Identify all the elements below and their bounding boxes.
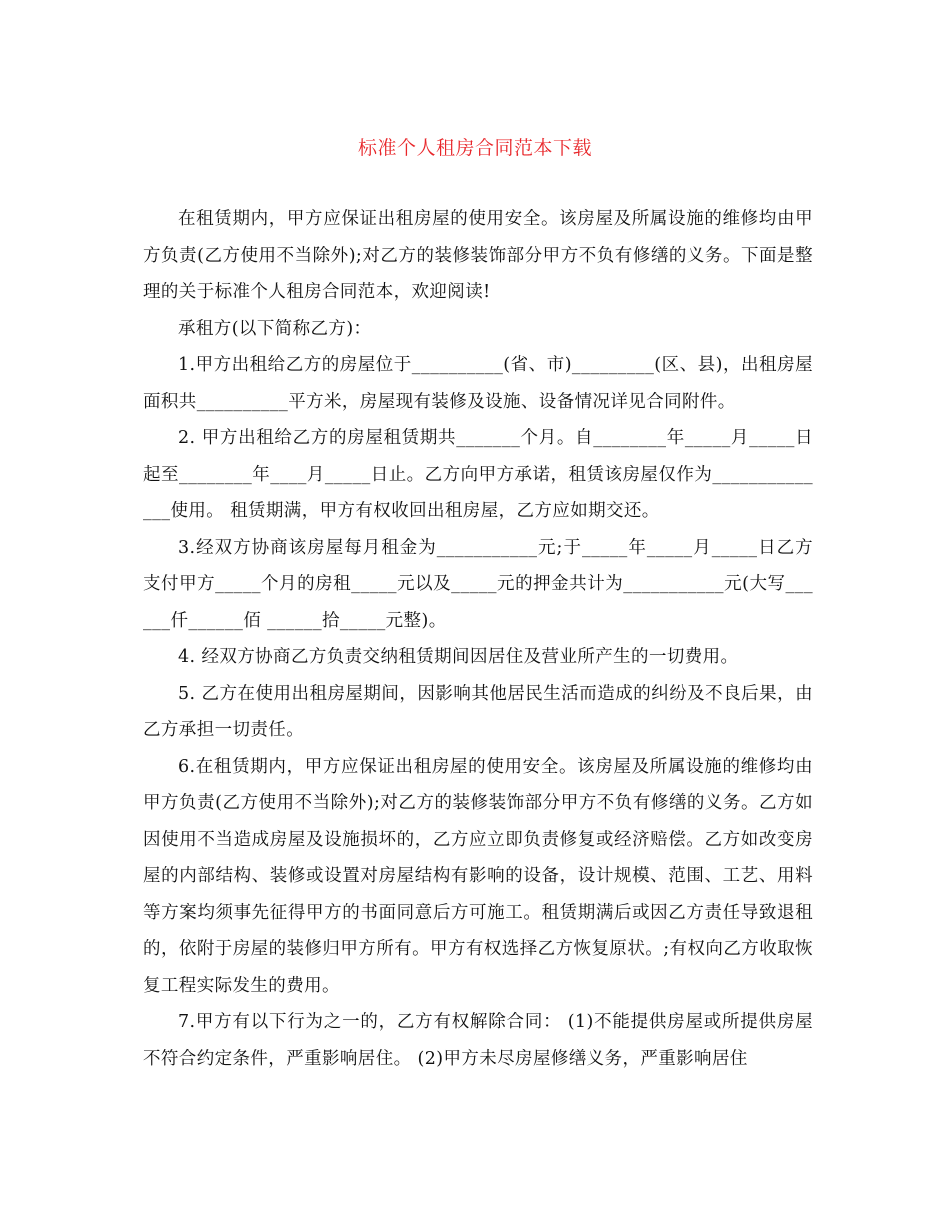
paragraph-clause-4: 4. 经双方协商乙方负责交纳租赁期间因居住及营业所产生的一切费用。 [178, 647, 739, 667]
paragraph-clause-1: 1.甲方出租给乙方的房屋位于__________(省、市)_________(区、县)，出租房屋面积共__________平方米，房屋现有装修及设施、设备情况详见合同附件。 [143, 355, 813, 412]
paragraph-lessee: 承租方(以下简称乙方)： [178, 318, 372, 339]
paragraph-intro: 在租赁期内，甲方应保证出租房屋的使用安全。该房屋及所属设施的维修均由甲方负责(乙方使用不当除外);对乙方的装修装饰部分甲方不负有修缮的义务。下面是整理的关于标准个人租房合同范本，欢迎阅读! [143, 209, 813, 302]
paragraph-clause-3: 3.经双方协商该房屋每月租金为___________元;于_____年_____月_____日乙方支付甲方_____个月的房租_____元以及_____元的押金共计为___________元(大写______仟______佰 ______拾_____元整)。 [143, 537, 813, 631]
document-title: 标准个人租房合同范本下载 [357, 137, 592, 159]
paragraph-clause-2: 2. 甲方出租给乙方的房屋租赁期共_______个月。自________年_____月_____日起至________年____月_____日止。乙方向甲方承诺，租赁该房屋仅作为______________使用。 租赁期满，甲方有权收回出租房屋，乙方应如期交还。 [143, 428, 813, 521]
paragraph-clause-6: 6.在租赁期内，甲方应保证出租房屋的使用安全。该房屋及所属设施的维修均由甲方负责(乙方使用不当除外);对乙方的装修装饰部分甲方不负有修缮的义务。乙方如因使用不当造成房屋及设施损坏的，乙方应立即负责修复或经济赔偿。乙方如改变房屋的内部结构、装修或设置对房屋结构有影响的设备，设计规模、范围、工艺、用料等方案均须事先征得甲方的书面同意后方可施工。租赁期满后或因乙方责任导致退租的，依附于房屋的装修归甲方所有。甲方有权选择乙方恢复原状。;有权向乙方收取恢复工程实际发生的费用。 [143, 756, 813, 996]
document-body [143, 201, 813, 1077]
paragraph-clause-7: 7.甲方有以下行为之一的，乙方有权解除合同： (1)不能提供房屋或所提供房屋不符合约定条件，严重影响居住。 (2)甲方未尽房屋修缮义务，严重影响居住 [143, 1012, 813, 1069]
paragraph-clause-5: 5. 乙方在使用出租房屋期间，因影响其他居民生活而造成的纠纷及不良后果，由乙方承担一切责任。 [143, 683, 813, 740]
